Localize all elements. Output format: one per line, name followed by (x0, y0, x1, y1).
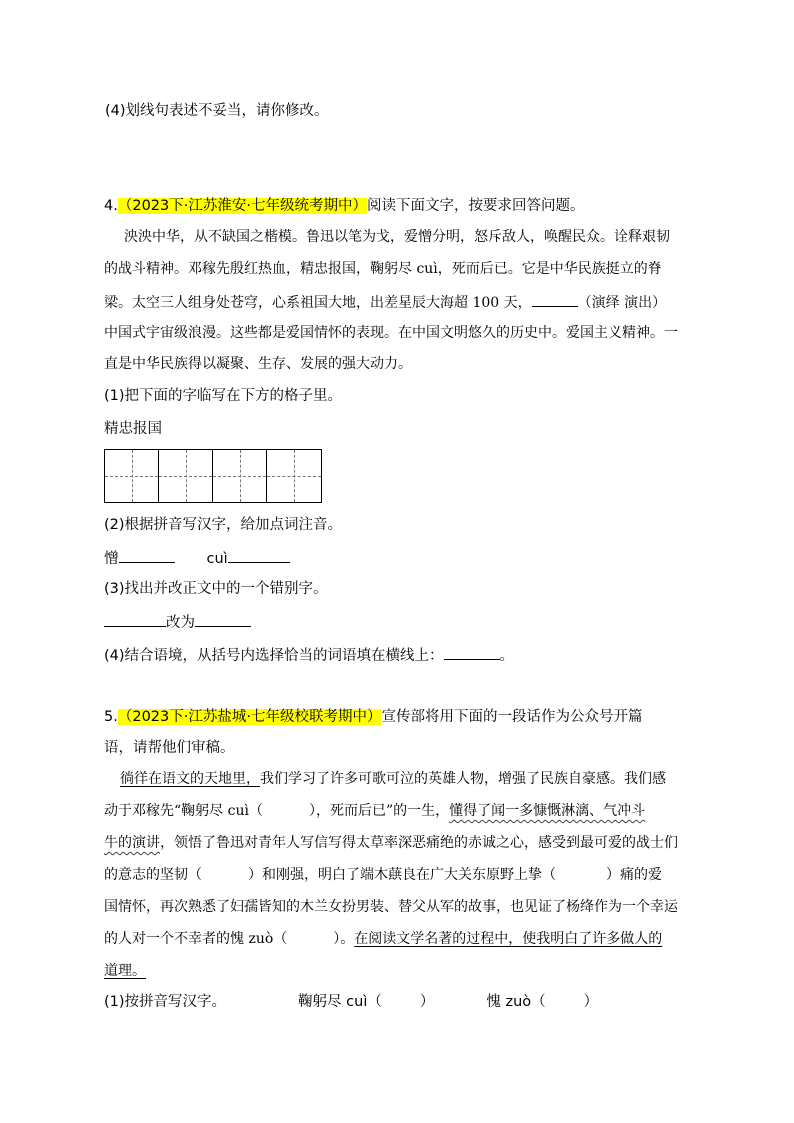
grid-cell[interactable] (105, 450, 159, 502)
q5-source-tag: （2023下·江苏盐城·七年级校联考期中） (117, 709, 382, 725)
q5-sub1-item-b-end: ） (583, 994, 599, 1010)
q5-wavy-phrase-2: 牛的演讲 (104, 835, 160, 851)
q5-sub1-text: (1)按拼音写汉字。 (104, 994, 227, 1010)
q5-passage-line-2 (104, 800, 645, 822)
q5-underlined-phrase-2: 在阅读文学名著的过程中，使我明白了许多做人的 (354, 931, 663, 947)
q4-sub4-blank[interactable] (444, 643, 500, 660)
q4-sub4-text: (4)结合语境，从括号内选择恰当的词语填在横线上： (104, 648, 444, 664)
q5-underlined-phrase-1: 徜徉在语文的天地里， (120, 771, 260, 787)
q4-sub4 (104, 643, 514, 667)
q4-sub3: (3)找出并改正文中的一个错别字。 (104, 581, 328, 597)
q5-underlined-phrase-3: 道理。 (104, 963, 146, 979)
q4-sub2-pinyin-b: cuì (206, 551, 228, 567)
q5-line-4-a: 的意志的坚韧（ (104, 867, 202, 883)
q4-passage-line-4: 中国式宇宙级浪漫。这些都是爱国情怀的表现。在中国文明悠久的历史中。爱国主义精神。一 (104, 325, 678, 341)
q5-sub1-item-a-end: ） (419, 994, 435, 1010)
q5-prompt-1: 宣传部将用下面的一段话作为公众号开篇 (381, 709, 643, 725)
q4-number: 4. (104, 198, 118, 214)
q5-number: 5. (104, 709, 118, 725)
q4-sub4-end: 。 (499, 648, 515, 664)
q4-header (104, 195, 584, 217)
q5-line-6-b: ）。 (333, 931, 355, 947)
q5-passage-line-3 (104, 832, 678, 854)
grid-cell[interactable] (213, 450, 267, 502)
q5-line-2-a: 动于邓稼先“鞠躬尽 cuì（ (104, 803, 263, 819)
q4-prompt: 阅读下面文字，按要求回答问题。 (366, 198, 585, 214)
copy-grid[interactable] (104, 449, 322, 503)
q4-sub2-answers (104, 546, 290, 570)
q5-passage-line-6 (104, 928, 662, 950)
q5-sub1 (104, 991, 598, 1013)
q4-fill-blank[interactable] (532, 290, 578, 307)
q4-sub2: (2)根据拼音写汉字，给加点词注音。 (104, 517, 343, 533)
q4-sub1-phrase: 精忠报国 (104, 421, 162, 437)
q5-sub1-item-b: 愧 zuò（ (486, 994, 546, 1010)
q4-passage-line-5: 直是中华民族得以凝聚、生存、发展的强大动力。 (104, 356, 412, 372)
q4-passage-line-3 (104, 290, 666, 314)
q4-passage-line-2: 的战斗精神。邓稼先殷红热血，精忠报国，鞠躬尽 cuì，死而后已。它是中华民族挺立的脊 (104, 261, 662, 277)
q4-sub2-blank-a[interactable] (119, 546, 175, 563)
q4-sub1: (1)把下面的字临写在下方的格子里。 (104, 388, 343, 404)
q4-word-choice: （演绎 演出） (577, 295, 667, 311)
grid-cell[interactable] (159, 450, 213, 502)
q4-sub3-mid: 改为 (166, 615, 195, 631)
q3-sub4: (4)划线句表述不妥当，请你修改。 (105, 103, 329, 119)
q5-line-4-b: ）和刚强，明白了端木蕻良在广大关东原野上挚（ (248, 867, 556, 883)
q5-line-4-c: ）痛的爱 (606, 867, 662, 883)
q5-line-6-a: 的人对一个不幸者的愧 zuò（ (104, 931, 288, 947)
q5-line-2-b: ），死而后已”的一生， (308, 803, 450, 819)
q5-prompt-2: 语，请帮他们审稿。 (104, 740, 235, 756)
q5-sub1-item-a: 鞠躬尽 cuì（ (298, 994, 382, 1010)
q5-passage-line-1 (120, 768, 666, 790)
q4-source-tag: （2023下·江苏淮安·七年级统考期中） (117, 198, 367, 214)
q5-line-3-rest: ，领悟了鲁迅对青年人写信写得太草率深恶痛绝的赤诚之心，感受到最可爱的战士们 (160, 835, 678, 851)
q4-sub3-wrong-blank[interactable] (104, 610, 166, 627)
q5-wavy-phrase-1: 懂得了闻一多慷慨淋漓、气冲斗 (449, 803, 646, 819)
q5-passage-line-5: 国情怀，再次熟悉了妇孺皆知的木兰女扮男装、替父从军的故事，也见证了杨绛作为一个幸运 (104, 899, 678, 915)
q5-passage-line-7 (104, 960, 146, 982)
q4-sub2-word-a: 憎 (104, 551, 119, 567)
q4-sub3-correct-blank[interactable] (195, 610, 251, 627)
q4-passage-line-3-text: 梁。太空三人组身处苍穹，心系祖国大地，出差星辰大海超 100 天， (104, 295, 532, 311)
q5-passage-line-4 (104, 864, 662, 886)
q4-sub3-answers (104, 610, 251, 634)
q5-header (104, 706, 642, 728)
q4-sub2-blank-b[interactable] (228, 546, 290, 563)
grid-cell[interactable] (267, 450, 321, 502)
q4-passage-line-1: 泱泱中华，从不缺国之楷模。鲁迅以笔为戈，爱憎分明，怒斥敌人，唤醒民众。诠释艰韧 (124, 229, 670, 245)
q5-line-1-rest: 我们学习了许多可歌可泣的英雄人物，增强了民族自豪感。我们感 (260, 771, 666, 787)
